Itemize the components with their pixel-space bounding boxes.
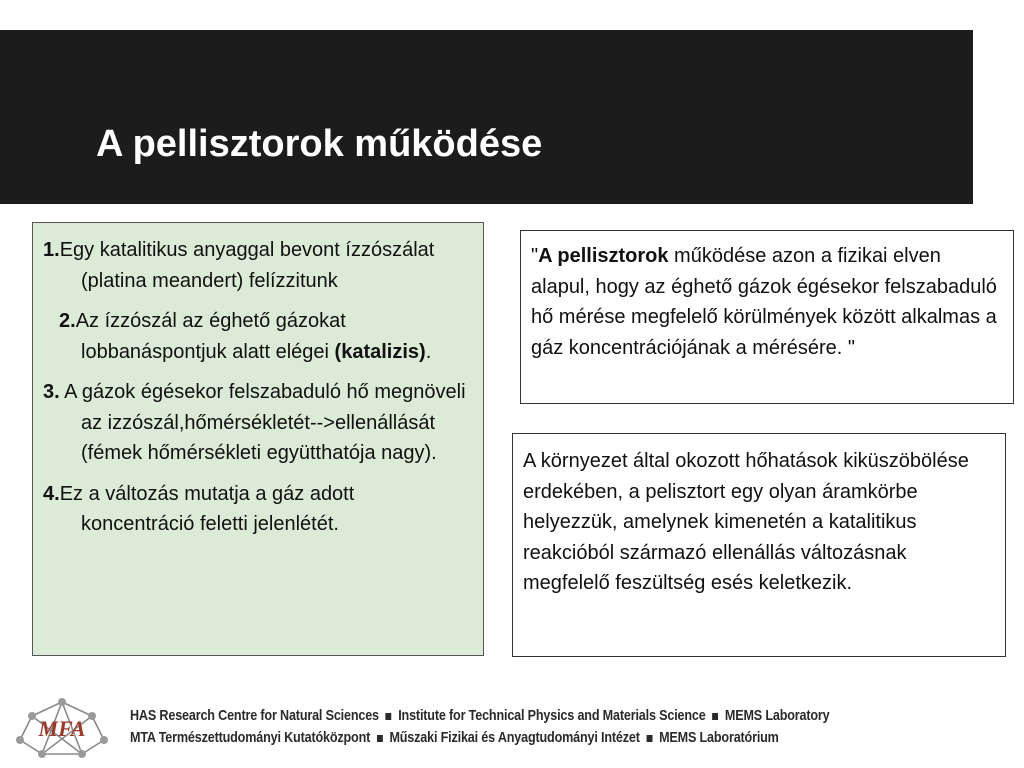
- step-number: 3.: [43, 381, 60, 403]
- footer-lab: MEMS Laboratory: [724, 707, 830, 724]
- step-text-end: .: [425, 340, 432, 363]
- logo-text: MFA: [38, 716, 86, 741]
- title-bar: [0, 30, 973, 204]
- footer-line-english: [130, 705, 829, 727]
- step-keyword: (katalizis): [334, 340, 426, 363]
- footer-org: MTA Természettudományi Kutatóközpont: [130, 729, 371, 746]
- step-3: [43, 377, 471, 469]
- environment-box: [512, 433, 1006, 657]
- footer-institute: Műszaki Fizikai és Anyagtudományi Intézet: [389, 729, 640, 746]
- footer: [0, 690, 1024, 768]
- step-text: A gázok égésekor felszabaduló hő megnöveli az izzószál,hőmérsékletét-->ellenállását (fémek hőmérsékleti együtthatója nagy).: [59, 381, 466, 464]
- footer-line-hungarian: [130, 727, 829, 749]
- step-number: 4.: [43, 482, 60, 505]
- separator-square-icon: [646, 735, 652, 742]
- step-text: Ez a változás mutatja a gáz adott koncentráció feletti jelenlétét.: [59, 482, 355, 535]
- footer-lab: MEMS Laboratórium: [659, 729, 779, 746]
- step-text: Az ízzószál az éghető gázokat lobbanáspontjuk alatt elégei: [75, 310, 346, 363]
- footer-lines: [130, 705, 829, 749]
- slide-title: A pellisztorok működése: [96, 123, 543, 165]
- step-1: [43, 235, 471, 296]
- footer-org: HAS Research Centre for Natural Sciences: [130, 707, 379, 724]
- quote-keyword: A pellisztorok: [538, 245, 669, 267]
- step-number: 2.: [59, 310, 76, 332]
- quote-box: [520, 230, 1014, 404]
- quote-text: működése azon a fizikai elven alapul, hogy az éghető gázok égésekor felszabaduló hő mérése megfelelő körülmények között alkalmas a gáz koncentrációjának a mérésére. ": [531, 245, 997, 359]
- separator-square-icon: [712, 713, 718, 720]
- step-number: 1.: [43, 239, 60, 261]
- footer-institute: Institute for Technical Physics and Materials Science: [398, 707, 706, 724]
- step-text: Egy katalitikus anyaggal bevont ízzószálat (platina meandert) felízzitunk: [59, 239, 435, 292]
- environment-text: A környezet által okozott hőhatások kiküszöbölése erdekében, a pelisztort egy olyan áramkörbe helyezzük, amelynek kimenetén a katalitikus reakcióból származó ellenállás változásnak megfelelő feszültség esés keletkezik.: [523, 450, 969, 594]
- steps-box: [32, 222, 484, 656]
- mfa-logo-icon: [12, 696, 112, 760]
- quote-open: ": [531, 245, 539, 267]
- step-2: [43, 306, 471, 367]
- separator-square-icon: [377, 735, 383, 742]
- step-4: [43, 479, 471, 540]
- separator-square-icon: [386, 713, 392, 720]
